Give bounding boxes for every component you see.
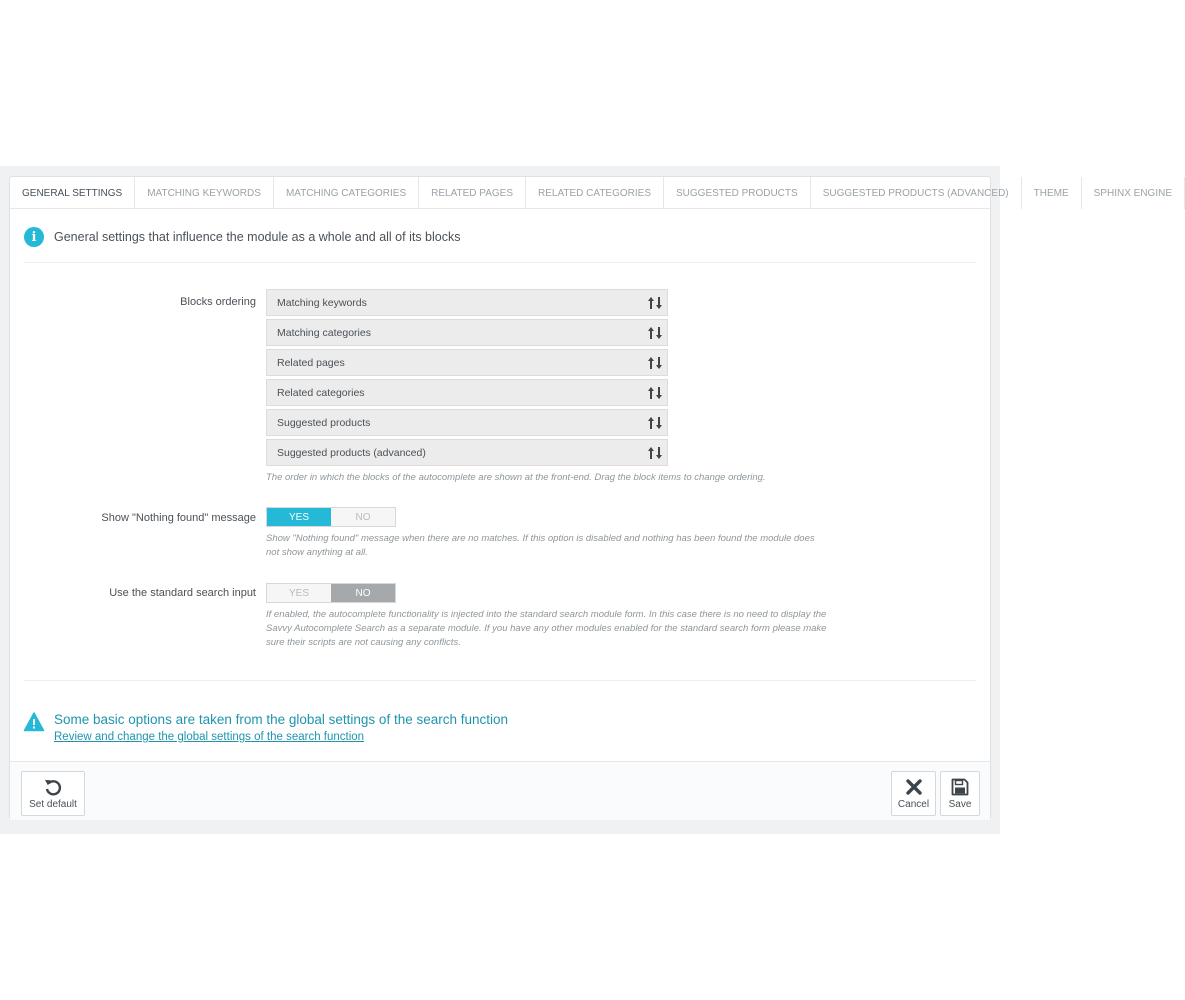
sort-arrows-icon bbox=[647, 295, 663, 311]
blocks-ordering-label: Blocks ordering bbox=[180, 296, 256, 308]
help-line: Savvy Autocomplete Search as a separate module. If you have any other modules enabled for the standard search form please make bbox=[266, 623, 827, 634]
order-item-matching-categories[interactable] bbox=[266, 319, 668, 346]
tab-general-settings[interactable]: GENERAL SETTINGS bbox=[10, 177, 135, 209]
order-item-suggested-products[interactable] bbox=[266, 409, 668, 436]
tab-suggested-products[interactable]: SUGGESTED PRODUCTS bbox=[664, 177, 811, 209]
save-label: Save bbox=[948, 799, 972, 810]
set-default-label: Set default bbox=[29, 799, 77, 810]
sort-arrows-icon bbox=[647, 415, 663, 431]
tab-matching-keywords[interactable]: MATCHING KEYWORDS bbox=[135, 177, 274, 209]
order-item-label: Related categories bbox=[277, 386, 365, 399]
cancel-label: Cancel bbox=[897, 799, 930, 810]
blocks-ordering-help: The order in which the blocks of the autocomplete are shown at the front-end. Drag the block items to change ordering. bbox=[266, 472, 766, 483]
sort-arrows-icon bbox=[647, 355, 663, 371]
order-item-label: Matching categories bbox=[277, 326, 371, 339]
tab-related-categories[interactable]: RELATED CATEGORIES bbox=[526, 177, 664, 209]
order-item-label: Matching keywords bbox=[277, 296, 367, 309]
help-line: not show anything at all. bbox=[266, 547, 368, 558]
standard-search-switch bbox=[266, 583, 396, 603]
standard-search-no-option[interactable]: NO bbox=[331, 584, 395, 602]
nothing-found-yes-option[interactable]: YES bbox=[267, 508, 331, 526]
global-settings-link[interactable]: Review and change the global settings of the search function bbox=[54, 731, 365, 743]
tab-suggested-products-advanced[interactable]: SUGGESTED PRODUCTS (ADVANCED) bbox=[811, 177, 1022, 209]
tab-bar bbox=[10, 177, 1172, 209]
panel-footer bbox=[10, 761, 990, 820]
order-item-related-categories[interactable] bbox=[266, 379, 668, 406]
nothing-found-label: Show "Nothing found" message bbox=[101, 512, 256, 524]
info-text: General settings that influence the module as a whole and all of its blocks bbox=[54, 230, 461, 244]
settings-panel bbox=[9, 176, 1172, 820]
standard-search-label: Use the standard search input bbox=[109, 587, 256, 599]
tab-related-pages[interactable]: RELATED PAGES bbox=[419, 177, 526, 209]
help-line: If enabled, the autocomplete functionality is injected into the standard search module form. In this case there is no need to display the bbox=[266, 609, 827, 620]
cancel-button[interactable] bbox=[891, 771, 936, 816]
sort-arrows-icon bbox=[647, 445, 663, 461]
order-item-label: Related pages bbox=[277, 356, 345, 369]
info-icon: i bbox=[24, 227, 44, 247]
order-item-label: Suggested products bbox=[277, 416, 371, 429]
floppy-disk-icon bbox=[950, 777, 970, 797]
standard-search-help bbox=[266, 608, 826, 650]
sort-arrows-icon bbox=[647, 325, 663, 341]
tab-theme[interactable]: THEME bbox=[1022, 177, 1082, 209]
order-item-matching-keywords[interactable] bbox=[266, 289, 668, 316]
undo-icon bbox=[43, 777, 63, 797]
save-button[interactable] bbox=[940, 771, 980, 816]
global-settings-warning bbox=[24, 712, 508, 743]
standard-search-yes-option[interactable]: YES bbox=[288, 587, 309, 599]
order-item-suggested-products-advanced[interactable] bbox=[266, 439, 668, 466]
help-line: sure their scripts are not causing any conflicts. bbox=[266, 637, 461, 648]
info-message bbox=[24, 227, 461, 247]
nothing-found-no-option[interactable]: NO bbox=[355, 511, 371, 523]
nothing-found-switch bbox=[266, 507, 396, 527]
tab-sphinx-engine[interactable]: SPHINX ENGINE bbox=[1082, 177, 1185, 209]
warning-title: Some basic options are taken from the global settings of the search function bbox=[54, 712, 509, 727]
order-item-related-pages[interactable] bbox=[266, 349, 668, 376]
help-line: Show "Nothing found" message when there are no matches. If this option is disabled and nothing has been found the module does bbox=[266, 533, 815, 544]
order-item-label: Suggested products (advanced) bbox=[277, 446, 426, 459]
tab-matching-categories[interactable]: MATCHING CATEGORIES bbox=[274, 177, 419, 209]
divider bbox=[24, 262, 976, 263]
divider bbox=[24, 680, 976, 681]
set-default-button[interactable] bbox=[21, 771, 85, 816]
blocks-ordering-list bbox=[266, 289, 668, 469]
close-icon bbox=[904, 777, 924, 797]
warning-icon bbox=[24, 712, 44, 732]
nothing-found-help bbox=[266, 532, 815, 560]
sort-arrows-icon bbox=[647, 385, 663, 401]
